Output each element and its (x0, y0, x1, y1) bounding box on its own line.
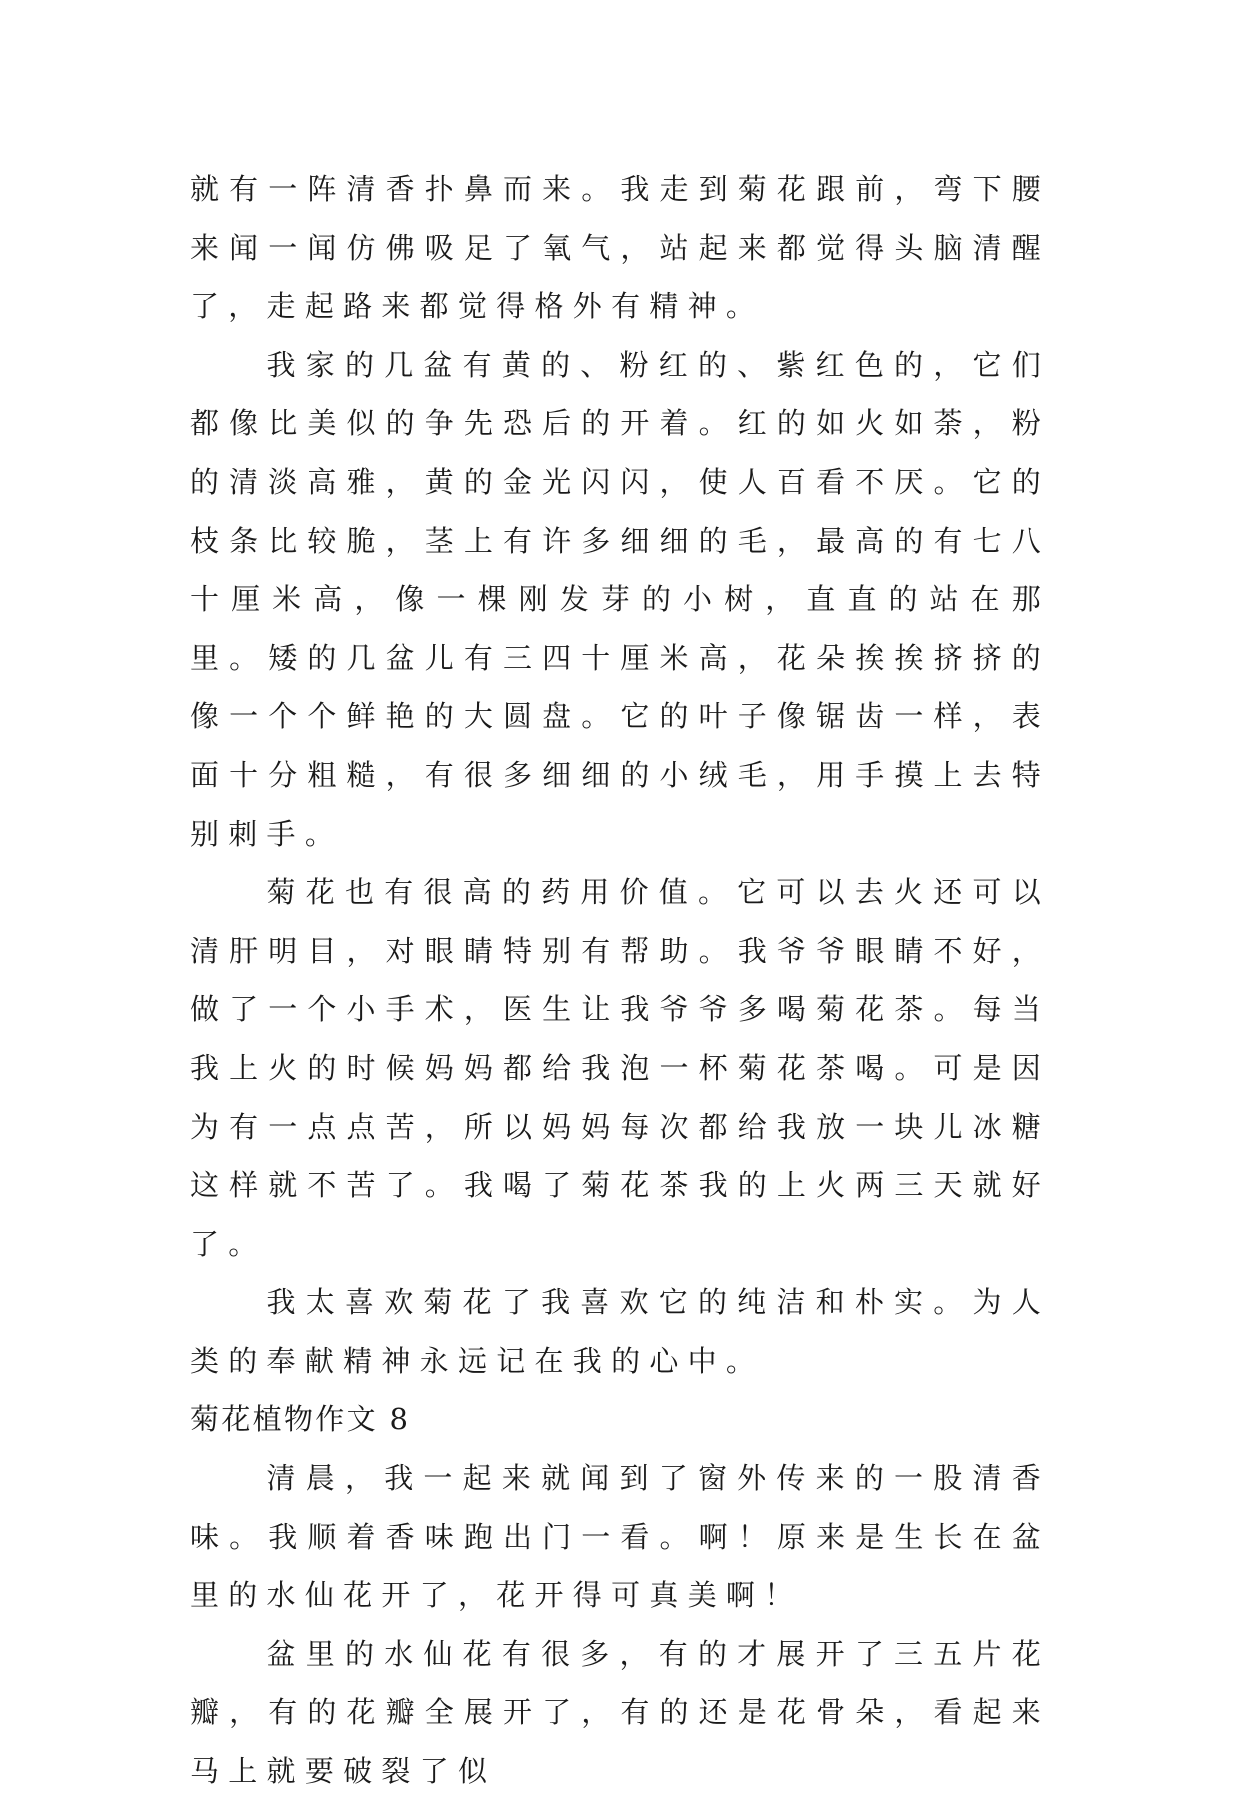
document-page (190, 160, 1050, 1801)
paragraph-6: 盆里的水仙花有很多，有的才展开了三五片花瓣，有的花瓣全展开了，有的还是花骨朵，看起来马上就要破裂了似 (190, 1636, 1050, 1789)
paragraph-1: 就有一阵清香扑鼻而来。我走到菊花跟前，弯下腰来闻一闻仿佛吸足了氧气，站起来都觉得头脑清醒了，走起路来都觉得格外有精神。 (190, 172, 1050, 324)
paragraph-4: 我太喜欢菊花了我喜欢它的纯洁和朴实。为人类的奉献精神永远记在我的心中。 (190, 1285, 1050, 1378)
section-heading: 菊花植物作文 8 (190, 1402, 411, 1437)
paragraph-5: 清晨，我一起来就闻到了窗外传来的一股清香味。我顺着香味跑出门一看。啊！原来是生长在盆里的水仙花开了，花开得可真美啊！ (190, 1461, 1050, 1613)
paragraph-3: 菊花也有很高的药用价值。它可以去火还可以清肝明目，对眼睛特别有帮助。我爷爷眼睛不好，做了一个小手术，医生让我爷爷多喝菊花茶。每当我上火的时候妈妈都给我泡一杯菊花茶喝。可是因为有一点点苦，所以妈妈每次都给我放一块儿冰糖这样就不苦了。我喝了菊花茶我的上火两三天就好了。 (190, 875, 1050, 1261)
paragraph-2: 我家的几盆有黄的、粉红的、紫红色的，它们都像比美似的争先恐后的开着。红的如火如荼，粉的清淡高雅，黄的金光闪闪，使人百看不厌。它的枝条比较脆，茎上有许多细细的毛，最高的有七八十厘米高，像一棵刚发芽的小树，直直的站在那里。矮的几盆儿有三四十厘米高，花朵挨挨挤挤的像一个个鲜艳的大圆盘。它的叶子像锯齿一样，表面十分粗糙，有很多细细的小绒毛，用手摸上去特别刺手。 (190, 347, 1050, 851)
